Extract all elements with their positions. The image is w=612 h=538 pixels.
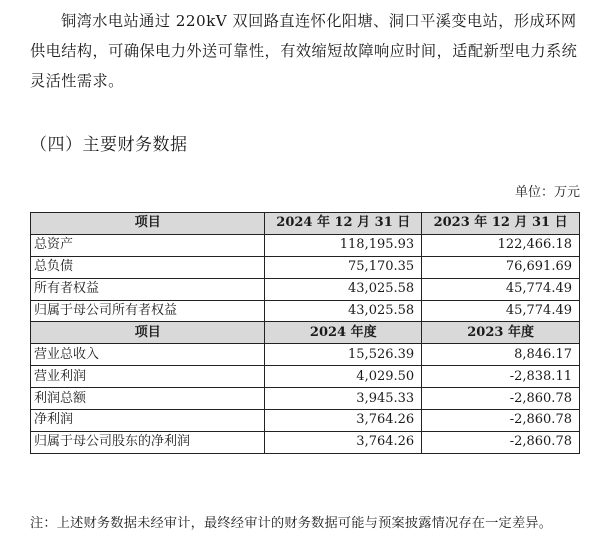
value-2024: 3,764.26 xyxy=(265,410,422,432)
value-2024: 43,025.58 xyxy=(265,300,422,322)
header-cell: 项目 xyxy=(31,213,265,235)
header-cell: 2024 年 12 月 31 日 xyxy=(265,213,422,235)
value-2023: 122,466.18 xyxy=(422,234,580,256)
row-label: 归属于母公司股东的净利润 xyxy=(31,431,265,453)
income-header-row xyxy=(31,322,580,344)
value-2023: -2,838.11 xyxy=(422,366,580,388)
row-label: 营业利润 xyxy=(31,366,265,388)
table-row xyxy=(31,256,580,278)
unit-label: 单位：万元 xyxy=(514,185,580,200)
financial-data-table xyxy=(30,212,580,454)
row-label: 净利润 xyxy=(31,410,265,432)
row-label: 所有者权益 xyxy=(31,278,265,300)
value-2023: 45,774.49 xyxy=(422,278,580,300)
value-2023: -2,860.78 xyxy=(422,410,580,432)
row-label: 营业总收入 xyxy=(31,344,265,366)
row-label: 总资产 xyxy=(31,234,265,256)
header-cell: 项目 xyxy=(31,322,265,344)
row-label: 总负债 xyxy=(31,256,265,278)
value-2024: 3,945.33 xyxy=(265,388,422,410)
header-cell: 2023 年 12 月 31 日 xyxy=(422,213,580,235)
table-row xyxy=(31,410,580,432)
header-cell: 2023 年度 xyxy=(422,322,580,344)
value-2024: 75,170.35 xyxy=(265,256,422,278)
value-2023: 45,774.49 xyxy=(422,300,580,322)
value-2023: 76,691.69 xyxy=(422,256,580,278)
row-label: 利润总额 xyxy=(31,388,265,410)
value-2023: -2,860.78 xyxy=(422,388,580,410)
table-row xyxy=(31,234,580,256)
table-row xyxy=(31,300,580,322)
value-2024: 4,029.50 xyxy=(265,366,422,388)
balance-header-row xyxy=(31,213,580,235)
table-row xyxy=(31,278,580,300)
footnote: 注：上述财务数据未经审计，最终经审计的财务数据可能与预案披露情况存在一定差异。 xyxy=(30,516,553,531)
table-row xyxy=(31,344,580,366)
section-title: （四）主要财务数据 xyxy=(30,135,188,155)
value-2024: 43,025.58 xyxy=(265,278,422,300)
table-row xyxy=(31,388,580,410)
value-2024: 15,526.39 xyxy=(265,344,422,366)
table-row xyxy=(31,431,580,453)
value-2024: 118,195.93 xyxy=(265,234,422,256)
table-row xyxy=(31,366,580,388)
row-label: 归属于母公司所有者权益 xyxy=(31,300,265,322)
header-cell: 2024 年度 xyxy=(265,322,422,344)
value-2023: -2,860.78 xyxy=(422,431,580,453)
value-2023: 8,846.17 xyxy=(422,344,580,366)
body-paragraph: 铜湾水电站通过 220kV 双回路直连怀化阳塘、洞口平溪变电站，形成环网供电结构，可确保电力外送可靠性，有效缩短故障响应时间，适配新型电力系统灵活性需求。 xyxy=(30,12,578,90)
value-2024: 3,764.26 xyxy=(265,431,422,453)
